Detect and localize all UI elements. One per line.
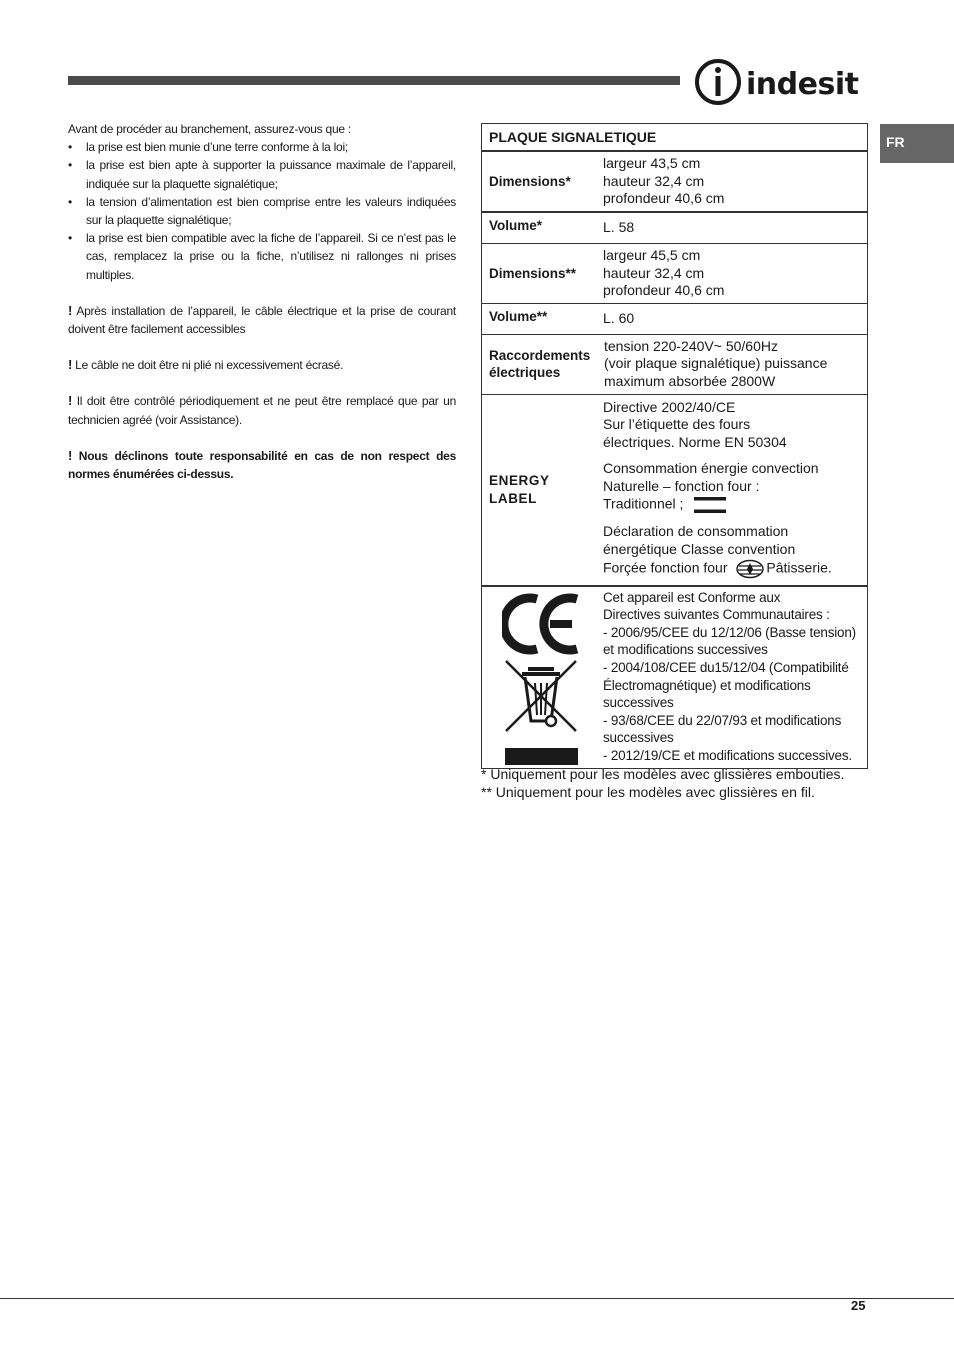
row-value: tension 220-240V~ 50/60Hz (voir plaque signalétique) puissance maximum absorbée 2800W — [604, 337, 828, 390]
warning-inspection — [68, 392, 456, 428]
warning-text: Le câble ne doit être ni plié ni excessivement écrasé. — [72, 358, 344, 373]
row-energy-label — [482, 394, 867, 585]
row-label: Volume** — [489, 308, 548, 324]
weee-black-bar — [505, 748, 578, 765]
rating-plate-table — [481, 123, 868, 769]
footnotes — [481, 766, 844, 801]
language-tab[interactable]: FR — [880, 124, 954, 163]
row-value: largeur 43,5 cm hauteur 32,4 cm profondeur 40,6 cm — [603, 155, 725, 207]
row-value: L. 58 — [603, 219, 635, 236]
conformity-text: Cet appareil est Conforme aux Directives suivantes Communautaires : - 2006/95/CEE du 12/12/06 (Basse tension) et modifications successives - 2004/108/CEE du15/12/04 (Compatibilité Électromagnétique) et modifications successives - 93/68/CEE du 22/07/93 et modifications successives - 2012/19/CE et modifications successives. — [603, 589, 856, 763]
row-value: L. 60 — [603, 309, 635, 326]
energy-natural-convection: Consommation énergie convection Naturelle – fonction four : Traditionnel ; — [603, 460, 867, 515]
warning-text: Il doit être contrôlé périodiquement et ne peut être remplacé que par un technicien agréé (voir Assistance). — [68, 394, 456, 427]
warning-mark: ! — [68, 357, 73, 373]
list-item: • la prise est bien munie d’une terre conforme à la loi; — [68, 138, 456, 156]
plate-title: PLAQUE SIGNALETIQUE — [489, 129, 657, 145]
footnote: * Uniquement pour les modèles avec glissières embouties. — [481, 766, 845, 782]
list-item: • la prise est bien compatible avec la fiche de l’appareil. Si ce n’est pas le cas, remplacez la prise ou la fiche, n’utilisez ni rallonges ni prises multiples. — [68, 229, 456, 284]
row-electrical — [482, 334, 867, 394]
intro-text: Avant de procéder au branchement, assurez-vous que : — [68, 122, 351, 136]
warning-text: Nous déclinons toute responsabilité en cas de non respect des normes énumérées ci-dessus. — [68, 448, 456, 482]
list-item: • la tension d’alimentation est bien comprise entre les valeurs indiquées sur la plaquette signalétique; — [68, 193, 456, 229]
energy-forced-convection: Déclaration de consommation énergétique Classe convention Forçée fonction four Pâtisserie. — [603, 523, 867, 578]
row-dimensions-2 — [482, 243, 867, 303]
connection-instructions — [68, 120, 456, 483]
warning-accessible — [68, 302, 456, 338]
logo-wordmark: indesit — [746, 67, 859, 102]
indesit-logo — [694, 58, 870, 106]
row-label: ENERGY LABEL — [489, 473, 550, 506]
pastry-fan-icon — [735, 559, 765, 579]
footer-rule — [0, 1298, 954, 1299]
certification-marks — [482, 587, 603, 768]
traditional-mode-icon — [693, 495, 727, 515]
row-value — [603, 395, 867, 585]
row-label: Dimensions** — [489, 265, 577, 281]
warning-mark: ! — [68, 447, 73, 463]
energy-directive: Directive 2002/40/CE Sur l’étiquette des fours électriques. Norme EN 50304 — [603, 398, 787, 451]
page-number: 25 — [851, 1298, 866, 1313]
warning-liability — [68, 447, 456, 483]
footnote: ** Uniquement pour les modèles avec glissières en fil. — [481, 783, 815, 800]
row-label: Dimensions* — [489, 173, 571, 189]
warning-mark: ! — [68, 302, 73, 318]
row-conformity — [482, 585, 867, 768]
row-label: Raccordements électriques — [489, 347, 591, 381]
row-dimensions-1 — [482, 150, 867, 211]
weee-bin-icon — [504, 659, 580, 735]
row-volume-1 — [482, 211, 867, 243]
warning-text: Après installation de l’appareil, le câble électrique et la prise de courant doivent être facilement accessibles — [68, 303, 456, 337]
header-rule — [68, 76, 680, 85]
row-label: Volume* — [489, 218, 543, 234]
list-item: • la prise est bien apte à supporter la puissance maximale de l’appareil, indiquée sur la plaquette signalétique; — [68, 156, 456, 192]
warning-mark: ! — [68, 393, 73, 409]
checklist — [68, 138, 456, 284]
ce-mark-icon — [502, 593, 582, 655]
row-value: largeur 45,5 cm hauteur 32,4 cm profondeur 40,6 cm — [603, 246, 725, 299]
row-volume-2 — [482, 303, 867, 334]
warning-cable — [68, 356, 456, 374]
